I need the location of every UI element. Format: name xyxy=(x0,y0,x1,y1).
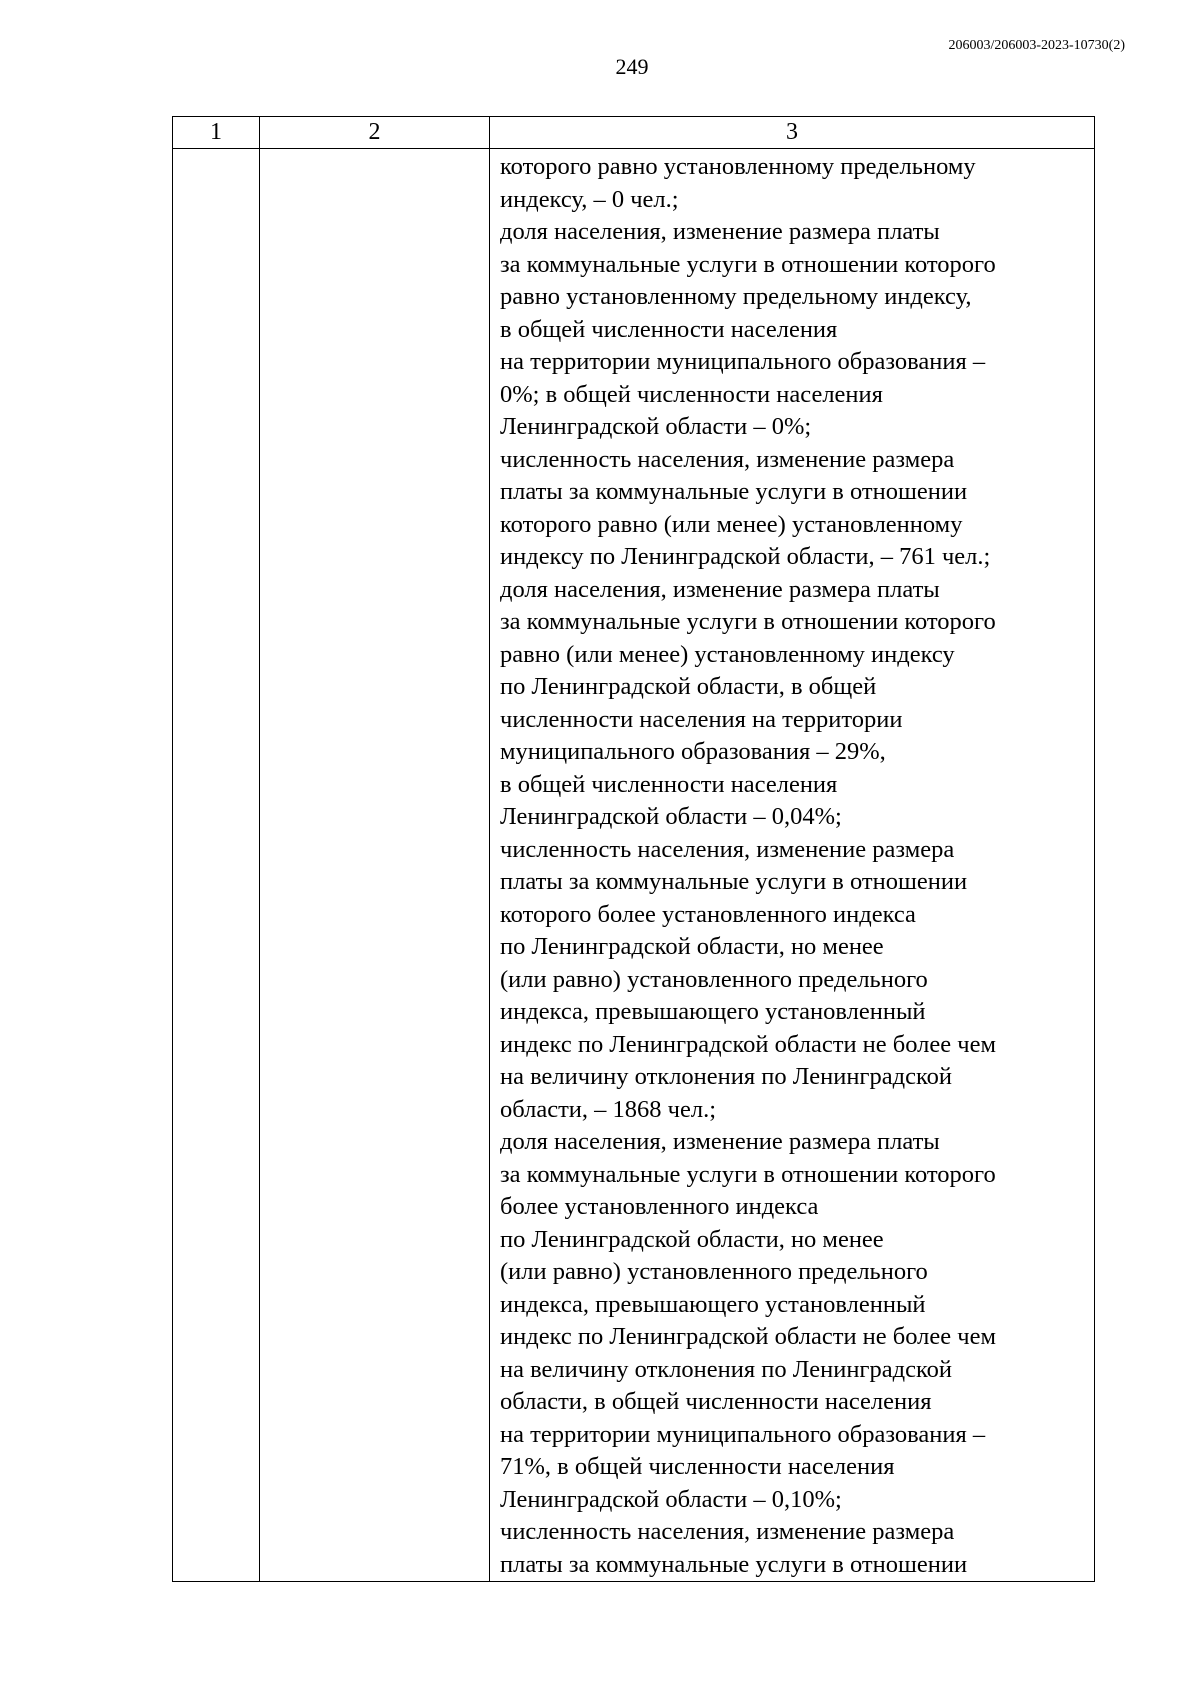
document-id: 206003/206003-2023-10730(2) xyxy=(948,38,1125,53)
text-line: индексу, – 0 чел.; xyxy=(500,185,679,213)
text-line: 0%; в общей численности населения xyxy=(500,380,883,408)
text-line: за коммунальные услуги в отношении которого xyxy=(500,608,996,635)
text-line: в общей численности населения xyxy=(500,770,838,798)
text-line: индекса, превышающего установленный xyxy=(500,1290,926,1318)
text-line: которого равно установленному предельному xyxy=(500,153,976,180)
text-line: на величину отклонения по Ленинградской xyxy=(500,1355,952,1383)
text-line: области, в общей численности населения xyxy=(500,1388,932,1415)
text-line: Ленинградской области – 0%; xyxy=(500,413,812,440)
text-line: доля населения, изменение размера платы xyxy=(500,218,940,245)
text-line: Ленинградской области – 0,04%; xyxy=(500,803,842,830)
text-line: индекс по Ленинградской области не более чем xyxy=(500,1030,996,1058)
text-line: (или равно) установленного предельного xyxy=(500,965,928,993)
text-line: платы за коммунальные услуги в отношении xyxy=(500,478,968,505)
text-line: по Ленинградской области, но менее xyxy=(500,1225,884,1253)
text-line: по Ленинградской области, но менее xyxy=(500,933,884,960)
text-line: равно установленному предельному индексу, xyxy=(500,283,972,310)
text-line: в общей численности населения xyxy=(500,315,838,343)
text-line: на величину отклонения по Ленинградской xyxy=(500,1063,952,1090)
table-cell-col1 xyxy=(173,149,260,1582)
text-line: более установленного индекса xyxy=(500,1193,819,1220)
text-line: численность населения, изменение размера xyxy=(500,445,955,473)
text-line: доля населения, изменение размера платы xyxy=(500,1128,940,1155)
table-cell-col2 xyxy=(260,149,490,1582)
text-line: (или равно) установленного предельного xyxy=(500,1258,928,1285)
text-line: численность населения, изменение размера xyxy=(500,1518,955,1545)
text-line: Ленинградской области – 0,10%; xyxy=(500,1485,842,1513)
column-header-1: 1 xyxy=(173,117,260,149)
table-cell-col3 xyxy=(490,149,1095,1582)
text-line: по Ленинградской области, в общей xyxy=(500,673,877,700)
text-line: 71%, в общей численности населения xyxy=(500,1453,895,1480)
text-line: доля населения, изменение размера платы xyxy=(500,575,940,603)
text-line: муниципального образования – 29%, xyxy=(500,738,886,765)
text-line: платы за коммунальные услуги в отношении xyxy=(500,868,968,895)
content-table xyxy=(172,116,1095,1582)
text-line: платы за коммунальные услуги в отношении xyxy=(500,1550,968,1578)
text-line: за коммунальные услуги в отношении которого xyxy=(500,1160,996,1188)
text-line: индексу по Ленинградской области, – 761 чел.; xyxy=(500,543,991,570)
text-line: равно (или менее) установленному индексу xyxy=(500,640,955,668)
cell-text-block xyxy=(490,149,1094,1581)
column-header-2: 2 xyxy=(260,117,490,149)
text-line: индекса, превышающего установленный xyxy=(500,998,926,1025)
table-header-row xyxy=(173,117,1095,149)
text-line: на территории муниципального образования – xyxy=(500,1420,986,1448)
text-line: численность населения, изменение размера xyxy=(500,835,955,863)
text-line: которого равно (или менее) установленному xyxy=(500,510,963,538)
text-line: которого более установленного индекса xyxy=(500,900,916,928)
page-number: 249 xyxy=(615,54,649,79)
text-line: за коммунальные услуги в отношении которого xyxy=(500,250,996,278)
text-line: области, – 1868 чел.; xyxy=(500,1095,717,1123)
text-line: индекс по Ленинградской области не более чем xyxy=(500,1323,996,1350)
text-line: численности населения на территории xyxy=(500,705,903,733)
text-line: на территории муниципального образования – xyxy=(500,348,986,375)
table-row xyxy=(173,149,1095,1582)
column-header-3: 3 xyxy=(490,117,1095,149)
